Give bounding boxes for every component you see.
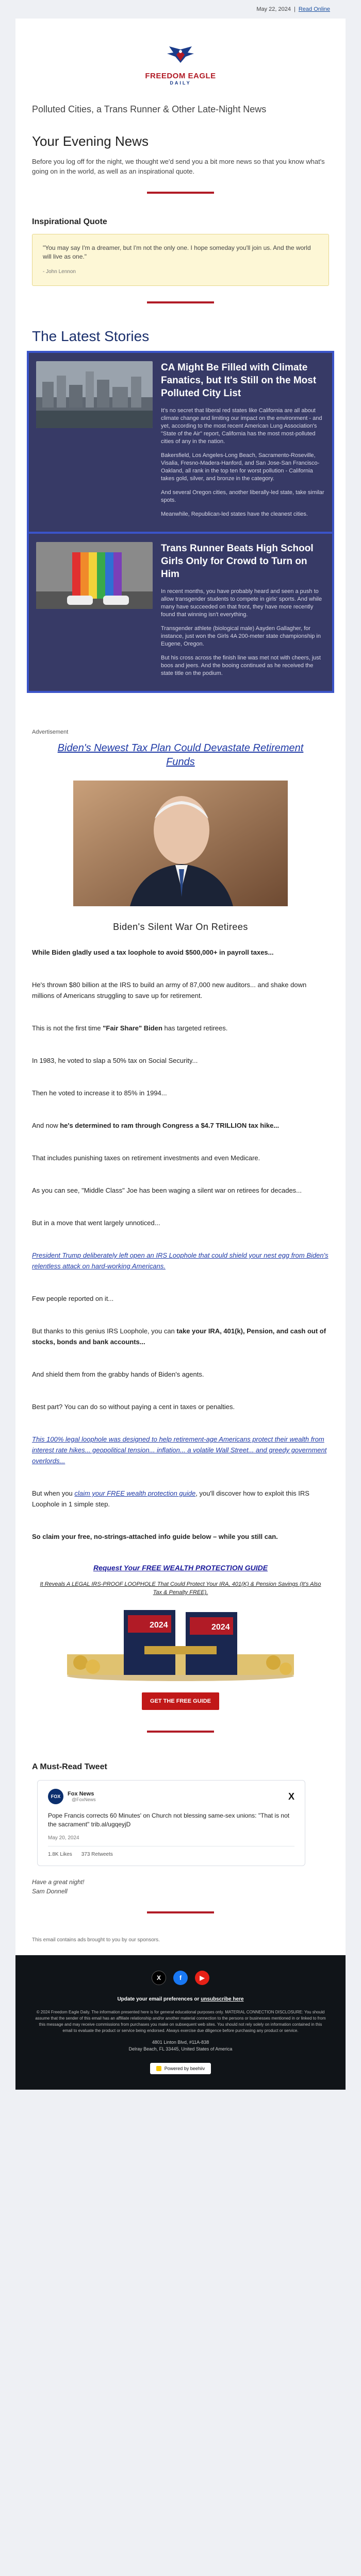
story-paragraph: Bakersfield, Los Angeles-Long Beach, Sacramento-Roseville, Visalia, Fresno-Madera-Hanford, and San Jose-San Francisco-Oakland, all rank in the top ten for worst pollution - California takes gold, silver, and bronze in the category.: [161, 452, 320, 482]
logo-name: FREEDOM EAGLE: [145, 72, 216, 80]
book-year: 2024: [211, 1623, 230, 1632]
legal-disclaimer: © 2024 Freedom Eagle Daily. The information presented here is for general educational purposes only. MATERIAL CONNECTION DISCLOSURE: You should assume that the sender of this email has an affiliate relationship and/or another material connection to the persons or businesses mentioned in or linked to from this message and may receive commissions from purchases you make on subsequent web sites. You should not rely solely on information contained in this email to evaluate the product or service being endorsed. Always exercise due diligence before purchasing any product or service.: [35, 2010, 326, 2033]
spacer: [15, 693, 346, 714]
story-paragraph: Meanwhile, Republican-led states have the cleanest cities.: [161, 511, 308, 517]
pref-text: Update your email preferences or: [117, 1996, 201, 2002]
ad-hero-image[interactable]: [73, 781, 288, 906]
story-paragraph: And several Oregon cities, another liberally-led state, take similar spots.: [161, 489, 324, 503]
beehiiv-icon: [156, 2066, 161, 2071]
tweet-heading: A Must-Read Tweet: [32, 1762, 107, 1771]
story-image-runner[interactable]: [36, 542, 153, 609]
tweet-text: Pope Francis corrects 60 Minutes' on Church not blessing same-sex unions: "That is not the sacrament" trib.al/ugqeyjD: [48, 1812, 290, 1828]
ad-paragraph: In 1983, he voted to slap a 50% tax on Social Security...: [32, 1057, 198, 1064]
facebook-icon[interactable]: f: [173, 1971, 188, 1985]
story-paragraph: Transgender athlete (biological male) Aayden Gallagher, for instance, just won the Girls 4A 200-meter state championship in Eugene, Oregon.: [161, 625, 321, 647]
spacer: [15, 1733, 346, 1753]
subject-line: Polluted Cities, a Trans Runner & Other Late-Night News: [15, 96, 346, 124]
ad-heading: Biden's Silent War On Retirees: [113, 922, 248, 932]
tweet-date[interactable]: May 20, 2024: [48, 1835, 79, 1841]
story-card[interactable]: [27, 534, 334, 693]
powered-by-text: Powered by beehiiv: [164, 2066, 205, 2071]
closing-text: Have a great night!: [32, 1878, 85, 1886]
ad-paragraph-link[interactable]: This 100% legal loophole was designed to help retirement-age Americans protect their wealth from interest rate hikes... geopolitical tension... inflation... a volatile Wall Street... and greedy government overlords...: [32, 1435, 327, 1465]
youtube-icon[interactable]: ▶: [195, 1971, 209, 1985]
intro-title: Your Evening News: [32, 133, 149, 149]
issue-date: May 22, 2024: [256, 6, 291, 12]
top-bar: [0, 0, 361, 19]
ad-inline-link[interactable]: claim your FREE wealth protection guide: [74, 1489, 196, 1497]
story-title[interactable]: CA Might Be Filled with Climate Fanatics, but It's Still on the Most Polluted City List: [161, 362, 317, 399]
tweet-author: [68, 1791, 96, 1802]
book-year: 2024: [150, 1621, 168, 1630]
story-paragraph: But his cross across the finish line was met not with cheers, just boos and jeers. And the booing continued as he received the state title on the podium.: [161, 655, 321, 676]
ad-body: [15, 775, 346, 1753]
topbar-separator: |: [293, 6, 296, 12]
x-social-icon[interactable]: X: [152, 1971, 166, 1985]
tweet-name[interactable]: Fox News: [68, 1791, 94, 1797]
tweet-retweets: 373 Retweets: [81, 1852, 113, 1857]
logo-sub: DAILY: [170, 80, 191, 86]
x-logo-icon[interactable]: X: [288, 1791, 294, 1802]
ad-text: has targeted retirees.: [162, 1024, 228, 1032]
powered-by-badge[interactable]: [150, 2063, 211, 2074]
preferences-line: [34, 1996, 327, 2002]
ad-text: , you'll discover how to exploit this IRS Loophole in 1 simple step.: [32, 1489, 309, 1508]
read-online-link[interactable]: Read Online: [298, 6, 330, 12]
story-card[interactable]: [27, 351, 334, 534]
divider: [147, 192, 214, 194]
ad-paragraph: [15, 1120, 346, 1131]
ad-text: And now: [32, 1122, 60, 1129]
stories-heading: The Latest Stories: [15, 315, 346, 351]
ad-label: Advertisement: [15, 714, 346, 741]
ad-title-link[interactable]: Biden's Newest Tax Plan Could Devastate Retirement Funds: [15, 741, 346, 775]
story-body: [161, 361, 325, 524]
ad-text-bold: he's determined to ram through Congress a $4.7 TRILLION tax hike...: [60, 1122, 280, 1129]
divider: [147, 1911, 214, 1913]
intro-body: Before you log off for the night, we thought we'd send you a bit more news so that you know what's going on in the world, as well as an inspirational quote.: [32, 158, 325, 175]
story-image-city[interactable]: [36, 361, 153, 428]
ad-paragraph: But in a move that went largely unnoticed...: [32, 1219, 160, 1227]
tweet-stats: [48, 1846, 294, 1857]
ad-text: This is not the first time: [32, 1024, 103, 1032]
address-line: 4801 Linton Blvd, #11A-838: [152, 2040, 209, 2045]
tweet-likes: 1.8K Likes: [48, 1852, 72, 1857]
ad-paragraph-link[interactable]: President Trump deliberately left open an IRS Loophole that could shield your nest egg from Biden's relentless attack on hard-working Americans.: [32, 1251, 329, 1270]
tweet-handle[interactable]: @FoxNews: [72, 1797, 96, 1802]
get-free-guide-button[interactable]: GET THE FREE GUIDE: [142, 1692, 219, 1710]
cta-link[interactable]: Request Your FREE WEALTH PROTECTION GUIDE: [93, 1564, 268, 1572]
ad-paragraph: While Biden gladly used a tax loophole to avoid $500,000+ in payroll taxes...: [32, 948, 274, 956]
intro-section: [15, 124, 346, 205]
address-line: Delray Beach, FL 33445, United States of America: [128, 2046, 233, 2052]
cta-subtext: It Reveals A LEGAL IRS-PROOF LOOPHOLE That Could Protect Your IRA, 401(K) & Pension Savings (It's Also Tax & Penalty FREE).: [40, 1581, 321, 1596]
ad-paragraph: That includes punishing taxes on retirement investments and even Medicare.: [32, 1154, 260, 1162]
story-body: [161, 542, 325, 684]
tweet-section: [15, 1753, 346, 1925]
ad-paragraph: [15, 1488, 346, 1510]
story-paragraph: It's no secret that liberal red states like California are all about climate change and limiting our impact on the environment - and yet, according to the most recent American Lung Association's "State of the Air" report, California has the most most-polluted cities of any in the nation.: [161, 408, 322, 445]
unsubscribe-link[interactable]: unsubscribe here: [201, 1996, 244, 2002]
closing-line: [32, 1877, 329, 1896]
ad-paragraph: He's thrown $80 billion at the IRS to build an army of 87,000 new auditors... and shake down millions of Americans struggling to save up for retirement.: [32, 981, 307, 999]
ad-text: But thanks to this genius IRS Loophole, you can: [32, 1327, 177, 1335]
footer: [15, 1955, 346, 2090]
mailing-address: [34, 2039, 327, 2053]
social-links: [34, 1971, 327, 1985]
tweet-header: [48, 1789, 294, 1804]
quote-text: "You may say I'm a dreamer, but I'm not the only one. I hope someday you'll join us. And the world will live as one.": [43, 244, 311, 260]
avatar[interactable]: FOX: [48, 1789, 63, 1804]
ad-text: But when you: [32, 1489, 75, 1497]
quote-section: [15, 205, 346, 315]
ad-paragraph: [15, 1326, 346, 1347]
eagle-logo-icon: [165, 45, 196, 66]
story-paragraph: In recent months, you have probably heard and seen a push to allow transgender students to compete in girls' sports. And while many have succeeded on that front, they have more recently found that winning isn't everything.: [161, 588, 322, 618]
quote-author: - John Lennon: [43, 269, 76, 275]
quote-box: [32, 234, 329, 286]
ad-paragraph: [15, 1023, 346, 1033]
ad-paragraph: Then he voted to increase it to 85% in 1994...: [32, 1089, 167, 1097]
ad-paragraph: As you can see, "Middle Class" Joe has been waging a silent war on retirees for decades...: [32, 1187, 302, 1194]
guide-books-image[interactable]: [62, 1605, 299, 1682]
ad-paragraph: So claim your free, no-strings-attached info guide below – while you still can.: [32, 1533, 278, 1540]
ad-paragraph: Best part? You can do so without paying a cent in taxes or penalties.: [32, 1403, 235, 1411]
sponsor-note: This email contains ads brought to you by our sponsors.: [15, 1925, 346, 1955]
quote-heading: Inspirational Quote: [32, 217, 107, 226]
ad-paragraph: And shield them from the grabby hands of Biden's agents.: [32, 1370, 204, 1378]
logo: [15, 19, 346, 96]
story-title[interactable]: Trans Runner Beats High School Girls Only for Crowd to Turn on Him: [161, 543, 314, 580]
ad-paragraph: Few people reported on it...: [32, 1295, 114, 1302]
divider: [147, 301, 214, 303]
embedded-tweet[interactable]: [37, 1780, 305, 1866]
ad-text-bold: "Fair Share" Biden: [103, 1024, 162, 1032]
signature: Sam Donnell: [32, 1888, 68, 1895]
ad-text-bold: take your IRA, 401(k), Pension, and cash out of stocks, bonds and bank accounts...: [32, 1327, 326, 1346]
